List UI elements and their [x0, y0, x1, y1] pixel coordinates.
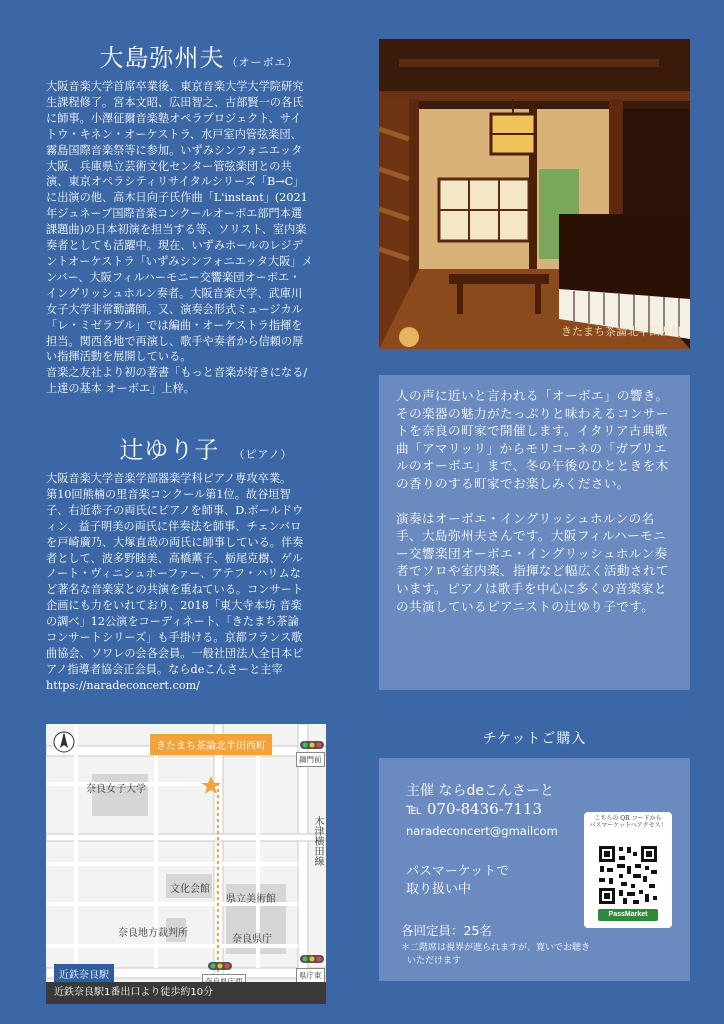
- access-map: [46, 724, 326, 1004]
- venue-photo: [379, 39, 690, 349]
- bio-line: 企画にも力をいれており、2018「東大寺本坊 音楽: [46, 599, 302, 613]
- seating-note-line2: いただけます: [407, 956, 462, 966]
- bio-line: 音楽之友社より初の著書「もっと音楽が好きになる/: [46, 366, 308, 380]
- bio-line: 者として、波多野睦美、高橋薫子、栃尾克樹、ゲル: [46, 551, 303, 565]
- bio-line: 担当。関西各地で再演し、歌手や奏者から信頼の厚: [46, 334, 304, 348]
- website-link[interactable]: https://naradeconcert.com/: [46, 678, 200, 692]
- bio-line: 課題曲)の日本初演を担当する等、ソリスト、室内楽: [46, 223, 307, 237]
- bio-line: 第10回熊楠の里音楽コンクール第1位。故谷垣智: [46, 487, 291, 501]
- oshima-name-row: [46, 38, 346, 73]
- bio-line: トウ・キネン・オーケストラ、水戸室内管弦楽団、: [46, 127, 302, 141]
- map-directions: 近鉄奈良駅1番出口より徒歩約10分: [46, 982, 326, 1004]
- bio-line: 演、東京オペラシティリサイタルシリーズ「B→C」: [46, 175, 305, 189]
- tsuji-name: 辻ゆり子: [119, 436, 220, 464]
- bio-line: 子、右近恭子の両氏にピアノを師事、D.ボールドウ: [46, 503, 304, 517]
- email-address[interactable]: naradeconcert@gmailcom: [406, 824, 558, 838]
- map-label-court: 奈良地方裁判所: [118, 928, 188, 939]
- map-label-culture-hall: 文化会館: [170, 884, 210, 895]
- passmarket-line2: 取り扱い中: [406, 882, 472, 897]
- qr-caption: こちらの QR コードから パスマーケットへアクセス！: [589, 815, 667, 829]
- map-label-women-univ: 奈良女子大学: [86, 784, 146, 795]
- qr-card[interactable]: [584, 812, 672, 928]
- photo-caption: きたまち茶論北半田西町: [561, 325, 682, 338]
- map-label-station: 近鉄奈良駅: [54, 964, 114, 983]
- venue-interior-illustration: [379, 39, 690, 349]
- passmarket-logo: PassMarket: [598, 909, 658, 921]
- bio-line: を戸崎廣乃、大塚直哉の両氏に師事している。伴奏: [46, 535, 304, 549]
- description-paragraph: 人の声に近いと言われる「オーボエ」の響き。その楽器の魅力がたっぷりと味わえるコンサートを奈良の町家で開催します。イタリア古典歌曲「アマリッリ」からモリコーネの「ガブリエルのオーボエ」まで、冬の午後のひとときを木の香りのする町家でお楽しみください。: [396, 388, 669, 491]
- bio-line: ど著名な音楽家との共演を重ねている。コンサート: [46, 583, 304, 597]
- capacity: 各回定員：25名: [401, 923, 492, 938]
- bio-line: 女子大学非常勤講師。又、演奏会形式ミュージカル: [46, 302, 303, 316]
- map-destination-label: きたまち茶論北半田西町: [150, 734, 272, 755]
- bio-line: 曲協会、ソワレの会各会員。一般社団法人全日本ピ: [46, 646, 304, 660]
- bio-line: 「レ・ミゼラブル」では編曲・オーケストラ指揮を: [46, 318, 303, 332]
- signal-label-north: 鍋門前: [296, 752, 325, 767]
- bio-line: 霧島国際音楽祭等に参加。いずみシンフォニエッタ: [46, 143, 303, 157]
- map-label-street: 木津横田線: [312, 816, 323, 866]
- map-label-art-museum: 県立美術館: [226, 894, 276, 905]
- oshima-section: [46, 38, 346, 397]
- bio-line: 上達の基本 オーボエ」上梓。: [46, 382, 195, 396]
- bio-line: ントオーケストラ「いずみシンフォニエッタ大阪」メ: [46, 254, 313, 268]
- oshima-role: （オーボエ）: [226, 56, 299, 69]
- bio-line: に師事。小澤征爾音楽塾オペラプロジェクト、サイ: [46, 111, 302, 125]
- concert-description: [379, 375, 690, 690]
- bio-line: 大阪音楽大学首席卒業後、東京音楽大学大学院研究: [46, 80, 304, 93]
- phone-number[interactable]: ℡ 070-8436-7113: [406, 800, 542, 818]
- bio-line: アノ指導者協会正会員。ならdeこんさーと主宰: [46, 662, 283, 676]
- bio-line: い指揮活動を展開している。: [46, 350, 192, 364]
- tsuji-bio: [46, 471, 346, 694]
- oshima-name: 大島弥州夫: [99, 44, 225, 72]
- tsuji-section: [46, 430, 346, 694]
- tsuji-name-row: [46, 430, 346, 465]
- bio-line: 大阪、兵庫県立芸術文化センター管弦楽団との共: [46, 159, 292, 173]
- bio-line: ノート・ヴィニシュホーファー、アテフ・ハリムな: [46, 567, 301, 581]
- passmarket-line1: パスマーケットで: [406, 864, 510, 879]
- map-drawing: [46, 724, 326, 1004]
- bio-line: 年ジュネーブ国際音楽コンクールオーボエ部門本選: [46, 207, 303, 221]
- seating-note-line1: ＊二階席は視界が遮られますが、寛いでお聴き: [401, 943, 591, 953]
- bio-line: 奏者としても活躍中。現在、いずみホールのレジデ: [46, 239, 303, 253]
- signal-label-east: 県庁東: [296, 968, 325, 983]
- bio-line: イングリッシュホルン奏者。大阪音楽大学、武庫川: [46, 286, 303, 300]
- bio-line: 大阪音楽大学音楽学部器楽学科ピアノ専攻卒業。: [46, 472, 292, 485]
- ticket-heading: チケットご購入: [482, 731, 587, 747]
- qr-code-icon[interactable]: [597, 844, 659, 906]
- description-paragraph: 演奏はオーボエ・イングリッシュホルンの名手、大島弥州夫さんです。大阪フィルハーモニー交響楽団オーボエ・イングリッシュホルン奏者でソロや室内楽、指揮など幅広く活動されています。ピアノは歌手を中心に多くの音楽家との共演しているピアニストの辻ゆり子です。: [396, 510, 669, 614]
- bio-line: ンバー、大阪フィルハーモニー交響楽団オーボエ・: [46, 270, 301, 284]
- oshima-bio: [46, 79, 346, 397]
- organizer: 主催 ならdeこんさーと: [406, 783, 554, 799]
- tsuji-role: （ピアノ）: [233, 448, 293, 461]
- bio-line: の調べ」12公演をコーディネート、「きたまち茶論: [46, 615, 299, 629]
- bio-line: 生課程修了。宮本文昭、広田智之、古部賢一の各氏: [46, 95, 304, 109]
- bio-line: ィン、益子明美の両氏に伴奏法を師事、チェンバロ: [46, 519, 302, 533]
- bio-line: コンサートシリーズ」も手掛ける。京都フランス歌: [46, 631, 303, 645]
- map-label-pref-office: 奈良県庁: [232, 934, 272, 945]
- bio-line: に出演の他、高木日向子氏作曲「L'instant」(2021: [46, 191, 308, 205]
